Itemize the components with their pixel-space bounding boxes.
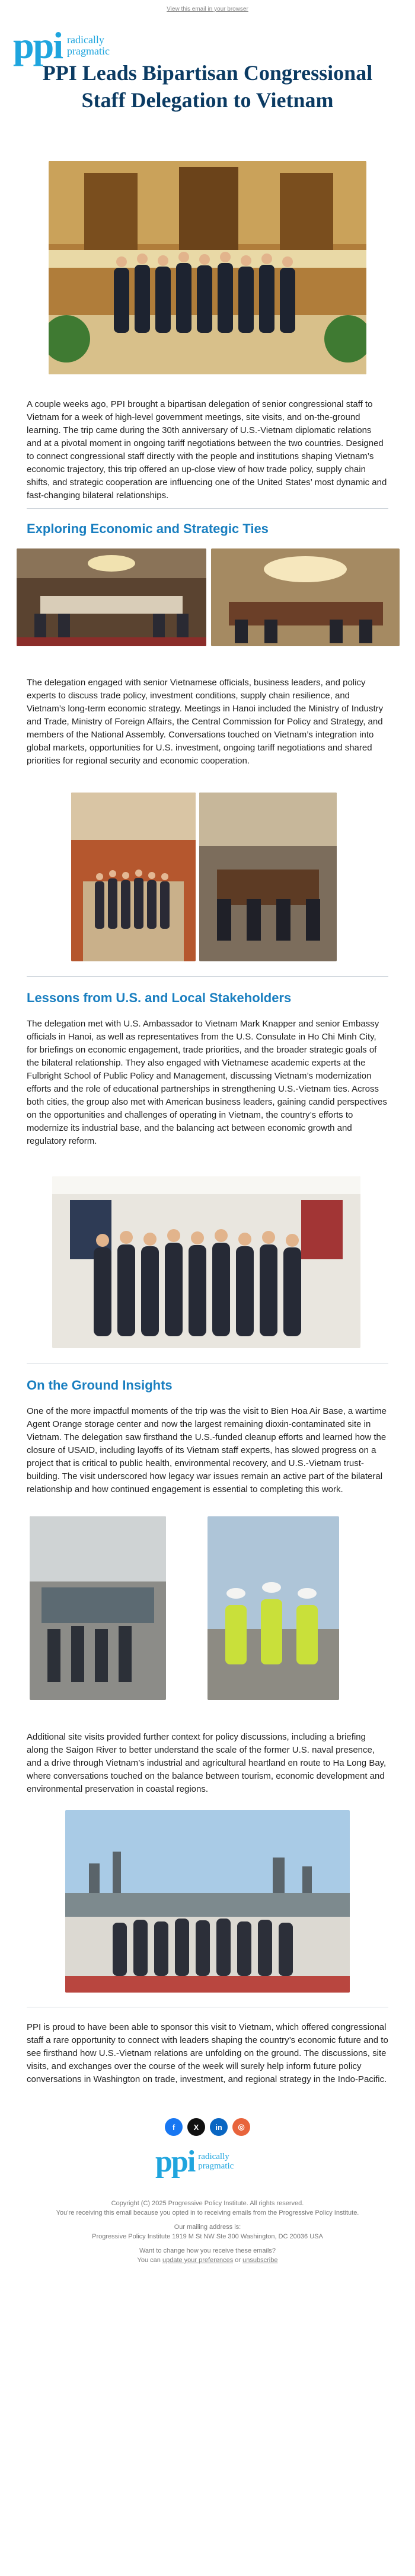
linkedin-icon[interactable]: in xyxy=(210,2118,228,2136)
update-preferences-link[interactable]: update your preferences xyxy=(162,2257,234,2264)
facebook-icon[interactable]: f xyxy=(165,2118,183,2136)
logo-tagline xyxy=(67,34,110,57)
footer-logo[interactable] xyxy=(155,2144,234,2179)
intro-paragraph: A couple weeks ago, PPI brought a bipartisan delegation of senior congressional staff to Vietnam for a week of high-level government meetings, site visits, and on-the-ground learning. The trip came during the 30th anniversary of U.S.-Vietnam diplomatic relations and at a pivotal moment in ongoing tariff negotiations between the two countries. Designed to connect congressional staff directly with the people and institutions shaping Vietnam’s economic trajectory, this trip offered an up-close view of how trade policy, supply chain shifts, and strategic cooperation are influencing one of the United States’ most dynamic and fast-changing bilateral relationships. xyxy=(27,399,387,501)
section3-paragraph-1: One of the more impactful moments of the trip was the visit to Bien Hoa Air Base, a wartime Agent Orange storage center and now the largest remaining dioxin-contaminated site in Vietnam. The delegation saw firsthand the U.S.-funded cleanup efforts and learned how the closure of USAID, including layoffs of its Vietnam staff experts, has slowed progress on a project that is critical to public health, environmental recovery, and U.S.-Vietnam trust-building. The visit underscored how legacy war issues remain an active part of the bilateral relationship and how continued engagement is essential to completing this work. xyxy=(27,1406,387,1494)
closing-paragraph: PPI is proud to have been able to sponsor this visit to Vietnam, which offered congressional staff a rare opportunity to connect with leaders shaping the country’s economic future and to see firsthand how U.S.-Vietnam relations are unfolding on the ground. The discussions, site visits, and exchanges over the course of the week will surely help inform future policy conversations in Washington on trade, investment, and regional strategy in the Indo-Pacific. xyxy=(27,2022,388,2084)
photo-staircase-group xyxy=(71,793,196,961)
footer-address-label: Our mailing address is: xyxy=(174,2224,241,2231)
section-heading-economic-ties: Exploring Economic and Strategic Ties xyxy=(27,521,269,536)
footer-or: or xyxy=(235,2257,241,2264)
footer-logo-tagline-line2: pragmatic xyxy=(198,2161,234,2171)
view-in-browser-link[interactable]: View this email in your browser xyxy=(167,6,248,12)
footer-preferences-line xyxy=(30,2256,385,2265)
photo-bien-hoa-hardhats xyxy=(208,1516,339,1700)
website-icon[interactable]: ◎ xyxy=(232,2118,250,2136)
footer-logo-tagline-line1: radically xyxy=(198,2151,229,2161)
photo-table-discussion xyxy=(199,793,337,961)
photo-bien-hoa-site-room xyxy=(30,1516,166,1700)
section-divider xyxy=(27,508,388,509)
footer-address: Progressive Policy Institute 1919 M St NW Ste 300 Washington, DC 20036 USA xyxy=(92,2233,323,2240)
photo-ministry-meeting-hall xyxy=(17,548,206,646)
footer-logo-tagline xyxy=(198,2152,234,2171)
section1-paragraph: The delegation engaged with senior Vietnamese officials, business leaders, and policy experts to discuss trade policy, investment conditions, supply chain resilience, and Vietnam’s long-term economic strategy. Meetings in Hanoi included the Ministry of Industry and Trade, Ministry of Foreign Affairs, the Central Commission for Policy and Strategy, and members of the National Assembly. Conversations touched on Vietnam’s integration into global markets, opportunities for U.S. investment, ongoing tariff negotiations and shared priorities for regional security and economic cooperation. xyxy=(27,678,384,766)
footer-logo-mark: ppi xyxy=(155,2145,195,2179)
section-heading-lessons: Lessons from U.S. and Local Stakeholders xyxy=(27,990,292,1005)
page-title: PPI Leads Bipartisan Congressional Staff Delegation to Vietnam xyxy=(42,61,373,112)
footer-update-prefix: You can xyxy=(137,2257,161,2264)
footer-copyright: Copyright (C) 2025 Progressive Policy Institute. All rights reserved. xyxy=(111,2200,304,2207)
section-heading-ground-insights: On the Ground Insights xyxy=(27,1378,173,1393)
logo-tagline-line1: radically xyxy=(66,34,104,46)
unsubscribe-link[interactable]: unsubscribe xyxy=(242,2257,278,2264)
footer-change-prompt: Want to change how you receive these emails? xyxy=(139,2247,276,2254)
section3-paragraph-2: Additional site visits provided further context for policy discussions, including a briefing along the Saigon River to better understand the scale of the former U.S. naval presence, and a drive through Vietnam’s industrial and agricultural heartland en route to Ha Long Bay, where conversations touched on the balance between tourism, economic development and environmental preservation in coastal regions. xyxy=(27,1732,387,1794)
photo-conference-room-meeting xyxy=(211,548,400,646)
hero-photo-delegation-group xyxy=(49,161,366,374)
footer xyxy=(30,2199,385,2265)
section-divider xyxy=(27,976,388,977)
x-icon[interactable]: X xyxy=(187,2118,205,2136)
photo-embassy-group xyxy=(52,1176,360,1348)
logo-mark: ppi xyxy=(13,24,62,66)
logo-tagline-line2: pragmatic xyxy=(66,45,110,57)
section2-paragraph: The delegation met with U.S. Ambassador to Vietnam Mark Knapper and senior Embassy officials in Hanoi, as well as representatives from the U.S. Consulate in Ho Chi Minh City, for briefings on economic engagement, trade priorities, and the broader strategic goals of the bilateral relationship. They also engaged with Vietnamese academic experts at the Fulbright School of Public Policy and Management, discussing Vietnam’s modernization efforts and the role of educational partnerships in strengthening U.S.-Vietnam ties. Across both cities, the group also met with American business leaders, gaining candid perspectives on the opportunities and challenges of operating in Vietnam, the country’s efforts to modernize its industrial base, and the balancing act between economic growth and regulatory reform. xyxy=(27,1019,387,1146)
footer-reason: You’re receiving this email because you opted in to receiving emails from the Progressive Policy Institute. xyxy=(56,2209,359,2216)
photo-saigon-river-boat xyxy=(65,1810,350,1993)
